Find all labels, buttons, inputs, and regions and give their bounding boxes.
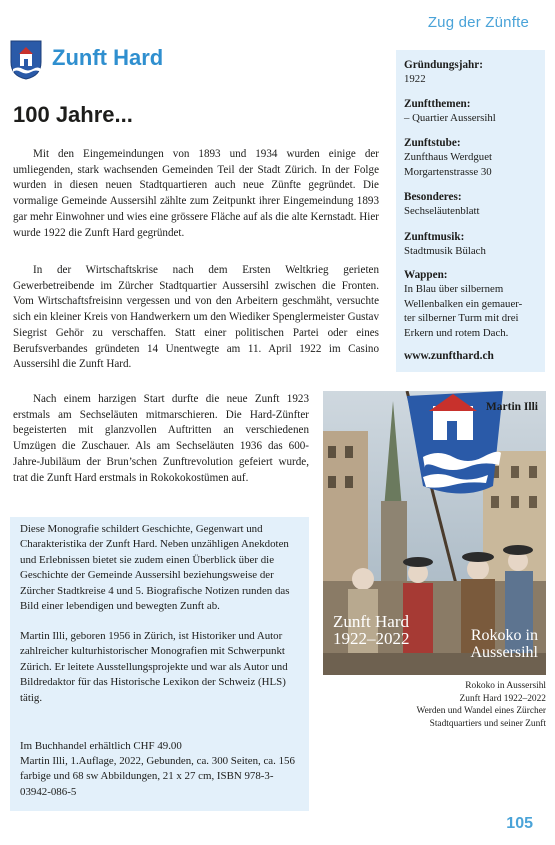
book-author: Martin Illi — [485, 401, 538, 413]
info-value: – Quartier Aussersihl — [404, 112, 496, 124]
book-title-line: Zunft Hard — [333, 612, 410, 631]
info-value: Erkern und rotem Dach. — [404, 326, 509, 339]
book-title-line: Aussersihl — [470, 644, 538, 661]
website-link[interactable]: www.zunfthard.ch — [404, 350, 494, 362]
zunft-crest-icon — [10, 40, 42, 80]
info-value: In Blau über silbernem — [404, 283, 504, 295]
info-value: Wellenbalken ein gemauer- — [404, 297, 523, 310]
book-title-left — [333, 613, 410, 647]
info-value: Zunfthaus Werdguet — [404, 151, 492, 163]
promo-availability: Im Buchhandel erhältlich CHF 49.00 — [20, 740, 182, 752]
info-label: Zunftmusik: — [404, 231, 465, 243]
series-title: Zug der Zünfte — [427, 14, 529, 31]
info-value: Stadtmusik Bülach — [404, 245, 486, 257]
caption-line: Zunft Hard 1922–2022 — [459, 693, 546, 704]
book-title-right — [470, 627, 538, 661]
info-music — [404, 230, 540, 259]
book-caption — [323, 680, 546, 731]
caption-line: Stadtquartiers und seiner Zunft — [429, 719, 546, 730]
book-promo-box — [10, 517, 309, 811]
info-label: Wappen: — [404, 269, 448, 281]
info-value: Morgartenstrasse 30 — [404, 165, 492, 178]
book-title-line: 1922–2022 — [333, 629, 410, 648]
article-headline: 100 Jahre... — [13, 102, 133, 127]
promo-paragraph: Diese Monografie schildert Geschichte, Gegenwart und Charakteristika der Zunft Hard. Neben unzähligen Anekdoten und Erlebnissen bietet sie zudem einen Überblick über die Geschichte der Gemeinde Aussersihl beziehungsweise der Zürcher Stadtkreise 4 und 5. Biografische Notizen runden das Bild einer lebendigen und bewegten Zunft ab. — [20, 523, 290, 613]
article-paragraph: Mit den Eingemeindungen von 1893 und 1934 wurden einige der umliegenden, stark wachsenden Gemeinden Teil der Stadt Zürich. In der Folge wurden in diesen neuen Stadtquartieren auch neue Zünfte gegründet. Die vormalige Gemeinde Aussersihl zählte zum Zeitpunkt ihrer Eingemeindung 1893 gar mehr Einwohner und wies eine grössere Fläche auf als die alte Kernstadt. Hier wurde 1922 die Zunft Hard gegründet. — [13, 148, 379, 239]
promo-paragraph: Martin Illi, geboren 1956 in Zürich, ist Historiker und Autor zahlreicher kulturhistorischer Monografien mit Schwerpunkt Zürich. Er leitete Ausstellungsprojekte und war als Autor und Bildredaktor für das Historische Lexikon der Schweiz (HLS) tätig. — [20, 630, 288, 704]
info-value: 1922 — [404, 73, 426, 85]
caption-line: Rokoko in Aussersihl — [465, 681, 546, 691]
info-label: Gründungsjahr: — [404, 59, 483, 71]
info-themes — [404, 97, 540, 126]
info-box — [396, 50, 545, 372]
info-special — [404, 190, 540, 219]
caption-line: Werden und Wandel eines Zürcher — [416, 706, 546, 717]
article-paragraph: In der Wirtschaftskrise nach dem Ersten Weltkrieg gerieten Gewerbetreibende im Zürcher Stadtquartier Aussersihl zwischen die Fronten. Vom Wirtschaftsfreisinn vergessen und von den Arbeitern geschmäht, versuchte sich ein kleiner Kreis von Handwerkern um den Wiediker Spenglermeister Gustav Siegrist Gehör zu verschaffen. Statt einer politischen Partei oder eines Berufsverbandes gründeten 14 Unentwegte am 11. April 1922 im Casino Aussersihl die Zunft Hard. — [13, 264, 379, 371]
book-title-line: Rokoko in — [470, 627, 538, 644]
info-founding-year — [404, 58, 540, 87]
promo-details: Martin Illi, 1.Auflage, 2022, Gebunden, ca. 300 Seiten, ca. 156 farbige und 68 sw Abbildungen, 21 x 27 cm, ISBN 978-3-03942-086-5 — [20, 755, 295, 798]
page-number: 105 — [506, 815, 533, 832]
info-value: Sechseläutenblatt — [404, 205, 480, 217]
zunft-name: Zunft Hard — [52, 45, 164, 70]
info-coat-of-arms — [404, 268, 540, 340]
book-cover — [323, 391, 546, 675]
info-guild-house — [404, 136, 540, 179]
info-label: Zunftthemen: — [404, 98, 471, 110]
article-paragraph: Nach einem harzigen Start durfte die neue Zunft 1923 erstmals am Sechseläuten mitmarschieren. Die Hard-Zünfter begeisterten mit glanzvollen Auftritten an verschiedenen Umzügen die Zuschauer. Als am Sechseläuten 1936 das 600-Jahre-Jubiläum der Brun’schen Zunftrevolution gefeiert wurde, trat die Zunft Hard erstmals in Rokokokostümen auf. — [13, 393, 309, 484]
info-value: ter silberner Turm mit drei — [404, 312, 519, 325]
info-label: Besonderes: — [404, 191, 462, 203]
info-label: Zunftstube: — [404, 137, 461, 149]
